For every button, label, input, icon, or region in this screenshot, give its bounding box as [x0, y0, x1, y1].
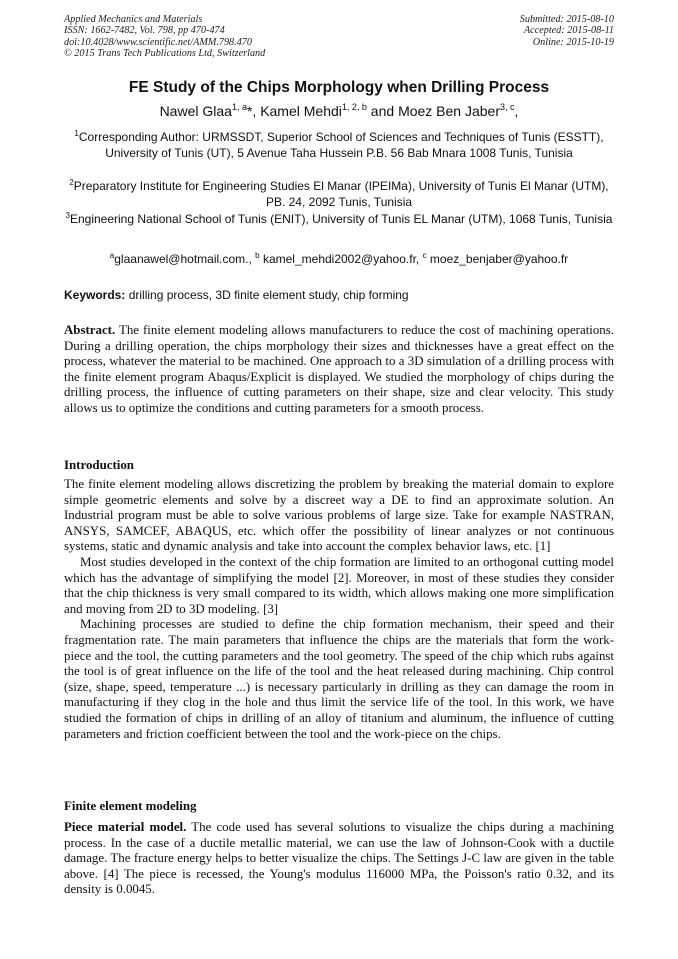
author-name: Kamel Mehdi	[260, 103, 342, 119]
author-affiliation-mark: 3, c	[500, 102, 515, 112]
affiliation-2	[64, 179, 614, 210]
author-affiliation-mark: 1, 2, b	[341, 102, 367, 112]
subsection-text: The code used has several solutions to visualize the chips during a machining process. In the case of a ductile metallic material, we can use the law of Johnson-Cook with a ductile damage. The fracture energy helps to better visualize the chips. The Settings J-C law are given in the table above. [4] The piece is recessed, the Young's modulus 116000 MPa, the Poisson's ratio 0.32, and its density is 0.0045.	[64, 820, 614, 897]
submitted-date: Submitted: 2015-08-10	[519, 14, 614, 25]
author-affiliation-mark: 1, a	[231, 102, 247, 112]
copyright-line: © 2015 Trans Tech Publications Ltd, Switzerland	[64, 48, 266, 60]
abstract	[64, 323, 614, 417]
issn-line: ISSN: 1662-7482, Vol. 798, pp 470-474	[64, 25, 225, 37]
paragraph: Most studies developed in the context of the chip formation are limited to an orthogonal cutting model which has the advantage of simplifying the model [2]. Moreover, in most of these studies they consider that the chip thickness is very small compared to its width, which allows making one more simplification and moving from 2D to 3D modeling. [3]	[64, 554, 614, 616]
keywords-label: Keywords:	[64, 288, 126, 302]
affiliation-3	[64, 212, 614, 228]
email-mark: b	[255, 251, 260, 260]
piece-material-model	[64, 820, 614, 898]
section-heading-fem: Finite element modeling	[64, 799, 197, 813]
subsection-label: Piece material model.	[64, 820, 187, 834]
journal-name: Applied Mechanics and Materials	[64, 14, 203, 25]
paper-title: FE Study of the Chips Morphology when Drilling Process	[128, 79, 550, 96]
journal-info	[64, 14, 265, 60]
author-name: Nawel Glaa	[159, 103, 232, 119]
affiliation-1	[64, 130, 614, 161]
author-list-end: ,	[514, 103, 519, 119]
abstract-label: Abstract.	[64, 323, 116, 337]
email-mark: a	[109, 251, 115, 260]
doi-line: doi:10.4028/www.scientific.net/AMM.798.470	[64, 36, 252, 48]
affiliation-mark: 1	[74, 129, 79, 138]
section-heading-introduction: Introduction	[64, 458, 134, 472]
author-emails	[0, 252, 678, 267]
keywords	[64, 288, 624, 303]
online-date: Online: 2015-10-19	[532, 36, 614, 48]
keywords-text: drilling process, 3D finite element study, chip forming	[125, 288, 409, 302]
accepted-date: Accepted: 2015-08-11	[523, 25, 614, 37]
email-address[interactable]: glaanawel@hotmail.com.,	[114, 252, 256, 266]
email-mark: c	[422, 251, 427, 260]
affiliation-text: Preparatory Institute for Engineering Studies El Manar (IPEIMa), University of Tunis El Manar (UTM), PB. 24, 2092 Tunis, Tunisia	[73, 179, 609, 209]
abstract-text: The finite element modeling allows manufacturers to reduce the cost of machining operations. During a drilling operation, the chips morphology their sizes and thicknesses have a great effect on the process, whatever the material to be machined. One approach to a 3D simulation of a drilling process with the finite element program Abaqus/Explicit is displayed. We studied the morphology of chips during the drilling process, the influence of cutting parameters on their shape, size and clear velocity. This study allows us to optimize the conditions and cutting parameters for a smooth process.	[64, 323, 614, 415]
corresponding-mark: *,	[246, 103, 261, 119]
affiliation-text: Engineering National School of Tunis (ENIT), University of Tunis EL Manar (UTM), 1068 Tunis, Tunisia	[69, 212, 613, 226]
author-name: Moez Ben Jaber	[398, 103, 501, 119]
publication-dates	[520, 14, 614, 48]
author-conjunction: and	[366, 103, 399, 119]
paragraph: Machining processes are studied to define the chip formation mechanism, their speed and their fragmentation rate. The main parameters that influence the chips are the materials that form the work-piece and the tool, the cutting parameters and the tool geometry. The speed of the chip which rubs against the tool is of great influence on the life of the tool and the heat released during machining. Chip control (size, shape, speed, temperature ...) is necessary particularly in drilling as they can damage the room in manufacturing if they clog in the hole and thus limit the service life of the tool. In this work, we have studied the formation of chips in drilling of an alloy of titanium and aluminum, the influence of cutting parameters and friction coefficient between the tool and the work-piece on the chips.	[64, 617, 614, 741]
email-address[interactable]: kamel_mehdi2002@yahoo.fr,	[259, 252, 423, 266]
email-address[interactable]: moez_benjaber@yahoo.fr	[426, 252, 569, 266]
author-list	[0, 102, 678, 120]
paragraph: The finite element modeling allows discretizing the problem by breaking the material domain to explore simple geometric elements and solve by a discreet way a DE to find an approximate solution. An Industrial program must be able to solve various problems of large size. Take for example NASTRAN, ANSYS, SAMCEF, ABAQUS, etc. which offer the possibility of linear analyzes or not continuous systems, static and dynamic analysis and take into account the complex behavior laws, etc. [1]	[64, 477, 614, 554]
affiliation-mark: 3	[65, 211, 70, 220]
affiliation-mark: 2	[69, 178, 74, 187]
introduction-section	[64, 477, 614, 742]
affiliation-text: Corresponding Author: URMSSDT, Superior School of Sciences and Techniques of Tunis (ESSTT), University of Tunis (UT), 5 Avenue Taha Hussein P.B. 56 Bab Mnara 1008 Tunis, Tunisia	[78, 130, 604, 160]
